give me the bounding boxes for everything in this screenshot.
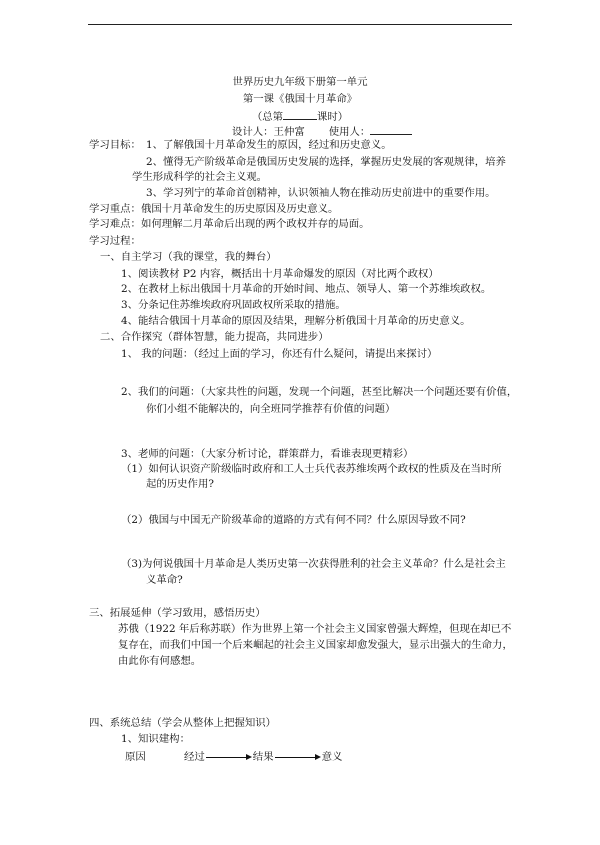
objective-1: 1、了解俄国十月革命发生的原因，经过和历史意义。 bbox=[146, 139, 392, 151]
section4-heading: 四、系统总结（学会从整体上把握知识） bbox=[89, 717, 277, 729]
teacher-question-3-line1: （3)为何说俄国十月革命是人类历史第一次获得胜利的社会主义革命？什么是社会主 bbox=[121, 558, 506, 570]
section1-item-2: 2、在教材上标出俄国十月革命的开始时间、地点、领导人、第一个苏维埃政权。 bbox=[121, 283, 492, 295]
question-3: 3、老师的问题：（大家分析讨论，群策群力，看谁表现更精彩） bbox=[121, 448, 414, 460]
doc-title: 世界历史九年级下册第一单元 bbox=[232, 76, 368, 88]
objectives-label: 学习目标： bbox=[89, 139, 141, 151]
designer-line bbox=[232, 124, 412, 139]
arrow-right-icon bbox=[206, 753, 252, 761]
flow-process: 经过 bbox=[184, 751, 205, 763]
section3-para-line2: 复存在，而我们中国一个后来崛起的社会主义国家却愈发强大，显示出强大的生命力， bbox=[118, 639, 513, 651]
question-2-line2: 你们小组不能解决的，向全班同学推荐有价值的问题） bbox=[146, 403, 396, 415]
objective-3: 3、学习列宁的革命首创精神，认识领袖人物在推动历史前进中的重要作用。 bbox=[146, 187, 496, 199]
teacher-question-2: （2）俄国与中国无产阶级革命的道路的方式有何不同？什么原因导致不同? bbox=[121, 514, 466, 526]
section2-heading: 二、合作探究（群体智慧，能力提高，共同进步） bbox=[100, 331, 329, 343]
period-prefix: （总第 bbox=[251, 111, 283, 123]
period-line bbox=[0, 109, 600, 124]
period-suffix: 课时） bbox=[317, 111, 349, 123]
section1-item-3: 3、分条记住苏维埃政府巩固政权所采取的措施。 bbox=[121, 299, 346, 311]
flow-significance: 意义 bbox=[321, 751, 343, 763]
user-blank bbox=[370, 124, 412, 135]
top-rule bbox=[88, 24, 512, 25]
lesson-title: 第一课《俄国十月革命》 bbox=[242, 93, 358, 105]
section4-subheading: 1、知识建构： bbox=[121, 733, 190, 745]
teacher-question-1-line1: （1）如何认识资产阶级临时政府和工人士兵代表苏维埃两个政权的性质及在当时所 bbox=[121, 463, 502, 475]
user-label: 使用人： bbox=[328, 126, 371, 138]
objective-2: 2、懂得无产阶级革命是俄国历史发展的选择，掌握历史发展的客观规律，培养 bbox=[146, 156, 506, 168]
flow-result: 结果 bbox=[252, 751, 274, 763]
process-label: 学习过程： bbox=[89, 235, 141, 247]
flow-cause: 原因 bbox=[125, 751, 146, 763]
question-2-line1: 2、我们的问题：（大家共性的问题，发现一个问题，甚至比解决一个问题还要有价值， bbox=[121, 386, 518, 398]
section3-heading: 三、拓展延伸（学习致用，感悟历史） bbox=[89, 607, 266, 619]
designer-label: 设计人：王仲富 bbox=[232, 126, 305, 138]
section1-item-4: 4、能结合俄国十月革命的原因及结果，理解分析俄国十月革命的历史意义。 bbox=[121, 315, 471, 327]
section1-heading: 一、自主学习（我的课堂，我的舞台） bbox=[100, 251, 277, 263]
arrow-right-icon bbox=[275, 753, 321, 761]
teacher-question-1-line2: 起的历史作用? bbox=[146, 478, 214, 490]
section1-item-1: 1、阅读教材 P2 内容，概括出十月革命爆发的原因（对比两个政权） bbox=[121, 268, 439, 280]
knowledge-flow bbox=[184, 750, 342, 764]
question-1: 1、 我的问题：（经过上面的学习，你还有什么疑问，请提出来探讨） bbox=[121, 348, 438, 360]
period-blank bbox=[283, 109, 317, 120]
teacher-question-3-line2: 义革命? bbox=[146, 574, 183, 586]
difficulty: 学习难点：如何理解二月革命后出现的两个政权并存的局面。 bbox=[89, 218, 370, 230]
key-point: 学习重点：俄国十月革命发生的历史原因及历史意义。 bbox=[89, 203, 339, 215]
section3-para-line3: 由此你有何感想。 bbox=[118, 655, 202, 667]
section3-para-line1: 苏俄（1922 年后称苏联）作为世界上第一个社会主义国家曾强大辉煌，但现在却已不 bbox=[118, 623, 512, 635]
objective-2-cont: 学生形成科学的社会主义观。 bbox=[132, 171, 268, 183]
